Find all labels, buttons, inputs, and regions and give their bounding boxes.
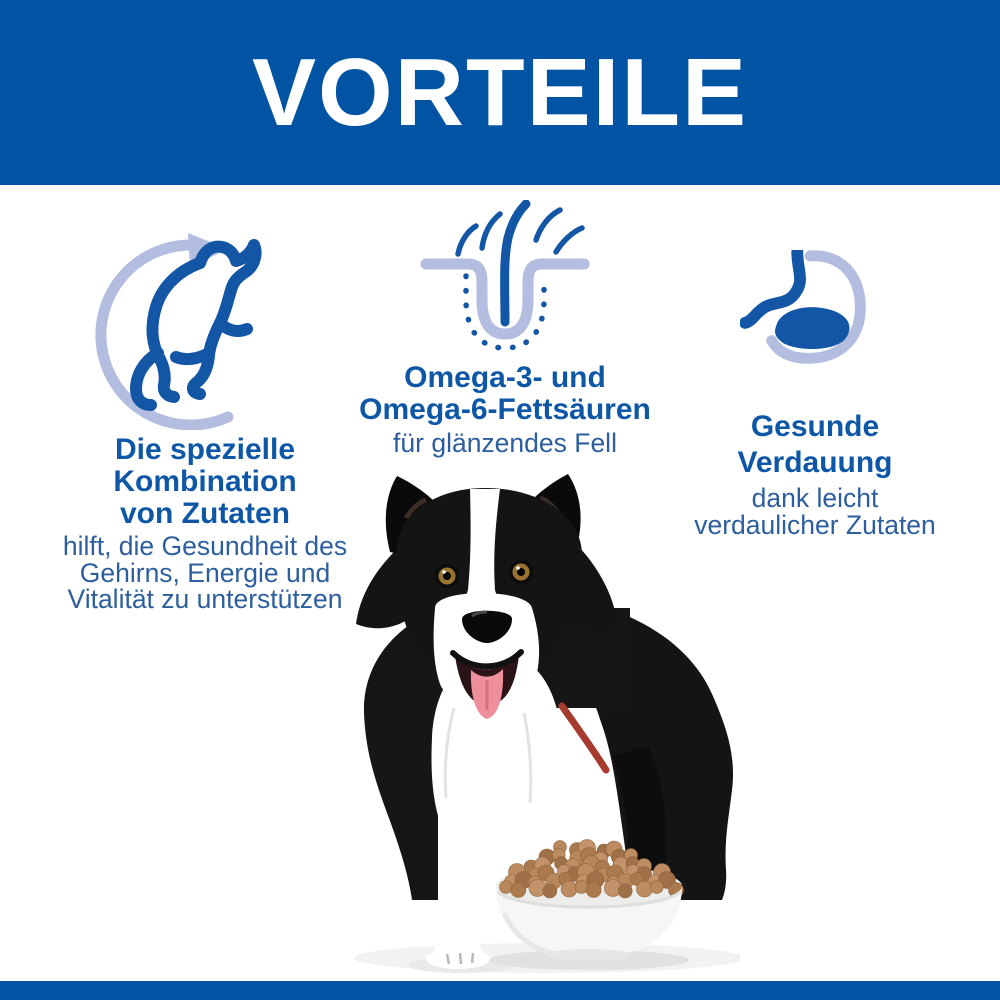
footer-band: [0, 981, 1000, 1000]
page-title: VORTEILE: [251, 38, 749, 146]
benefit-body: [393, 427, 617, 458]
benefit-heading-line: Omega-6-Fettsäuren: [359, 392, 651, 426]
benefit-heading: [737, 409, 892, 481]
benefit-heading-line: Kombination: [113, 464, 297, 498]
benefit-heading-line: Die spezielle: [114, 433, 296, 466]
benefit-body-line: verdaulicher Zutaten: [694, 509, 936, 540]
benefit-heading-line: Verdauung: [737, 446, 893, 479]
benefit-body: [63, 533, 347, 613]
benefit-heading: [359, 362, 651, 426]
dog-eye-left: [435, 564, 459, 588]
dog-photo: [334, 458, 740, 982]
benefit-body-line: Vitalität zu unterstützen: [67, 584, 343, 615]
benefit-body-line: für glänzendes Fell: [393, 427, 617, 458]
benefit-heading-line: Omega-3- und: [404, 361, 606, 394]
benefit-body-line: Gehirns, Energie und: [79, 557, 331, 588]
hair-follicle-icon: [420, 200, 590, 358]
benefit-heading-line: von Zutaten: [120, 496, 290, 530]
benefit-heading: [113, 434, 296, 529]
benefit-body-line: hilft, die Gesundheit des: [62, 531, 348, 562]
leaping-dog-vitality-icon: [88, 233, 323, 430]
header-band: [0, 0, 1000, 185]
stomach-icon: [740, 250, 890, 383]
benefit-column-coat: [330, 200, 680, 456]
dog-eye-right: [509, 560, 533, 584]
benefit-heading-line: Gesunde: [750, 410, 880, 443]
benefit-body-line: dank leicht: [751, 483, 879, 513]
